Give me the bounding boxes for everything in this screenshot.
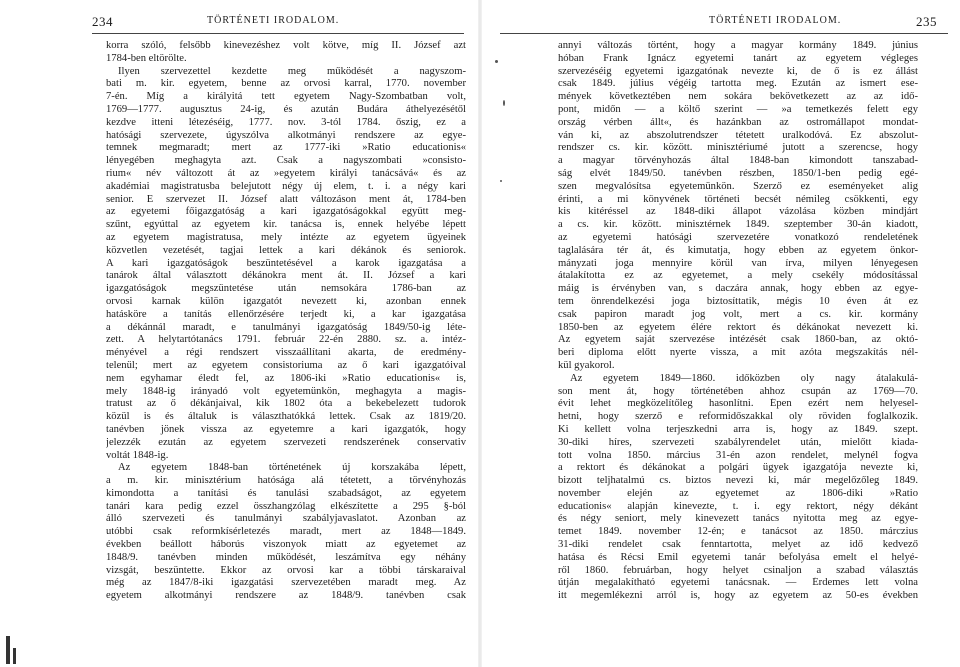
text-line: Az egyetem 1848-ban történetének új korszakába lépett,: [118, 462, 466, 474]
text-line: korra szóló, felsőbb kinevezéshez volt kötve, míg II. József azt: [106, 40, 466, 51]
text-line: hatásköre a tanítás ellenőrzésére terjedt ki, a kar igazgatása: [106, 308, 466, 320]
text-line: mányzati joga mennyire körül van írva, milyen lényegesen: [558, 257, 918, 269]
text-line: lényegében meghagyta azt. Csak a nagyszombati »consisto-: [106, 155, 466, 167]
binding-mark: [6, 636, 10, 664]
text-line: ország vérben állt«, és hazánkban az ostromállapot mondat-: [558, 116, 918, 128]
text-line: még az 1847/8-iki igazgatási szervezetében maradt meg. Az: [106, 577, 466, 589]
text-line: Ki kellett volna terjeszkedni arra is, hogy az 1849. szept.: [558, 423, 918, 435]
text-line: hóban Frank Ignácz egyetemi tanárt az egyetem végleges: [558, 52, 918, 64]
text-line: egyetem alkotmányi rendszere az 1848/9. tanévben csak: [106, 590, 466, 602]
text-line: az egyetem magistratusa, mely intézte az egyetem ügyeinek: [106, 231, 466, 243]
text-line: annyi változás történt, hogy a magyar kormány 1849. június: [558, 40, 918, 51]
text-line: telenül; mert az egyetem consistoriuma az ő kari igazgatóival: [106, 359, 466, 371]
text-line: ről 1860. februárban, hogy helyet csinaljon a szabad választás: [558, 564, 918, 576]
text-line: az egyetemi hatósági szervezetére vonatkozó rendeletének: [558, 231, 918, 243]
text-line: 1850-ben az egyetem élére rektort és dékánokat nevezett ki.: [558, 321, 918, 333]
text-line: a m. kir. minisztérium hatósága alá tétetett, a törvényhozás: [106, 475, 466, 487]
text-line: beri diploma előtt nyerte vissza, a mit azóta megszakítás nél-: [558, 347, 918, 359]
text-line: nem egyhamar éledt fel, az 1806-iki »Ratio educationis« is,: [106, 372, 466, 384]
text-line: Ilyen szervezettel kezdette meg működését a nagyszom-: [118, 65, 466, 77]
text-line: a magyar törvényhozás által 1848-ban kimondott tanszabad-: [558, 155, 918, 167]
text-line: Az egyetem saját szervezése intézését csak 1860-ban, az októ-: [558, 334, 918, 346]
text-line: itt megemlékezni arról is, hogy az egyetem az 50-es években: [558, 590, 918, 602]
text-line: ván ki, az abszolutrendszer tétetett uralkodóvá. Ez abszolut-: [558, 129, 918, 141]
text-line: 31-diki rendelet csak fenntartotta, melyet az idő kedvező: [558, 539, 918, 551]
text-line: az egyetemi főigazgatóság a kari igazgatóságokkal együtt meg-: [106, 206, 466, 218]
left-text-column: [106, 40, 466, 603]
text-line: 1848/9. tanévben minden működését, leszámítva egy néhány: [106, 551, 466, 563]
text-line: A kari igazgatóságok beszüntetésével a karok igazgatása a: [106, 257, 466, 269]
print-speck: [500, 180, 502, 182]
text-line: orvosi karnak külön igazgatót nevezett ki, azonban ennek: [106, 295, 466, 307]
text-line: temnek megmaradt; mert az 1777-iki »Ratio educationis«: [106, 142, 466, 154]
text-line: temet 1849. november 12-én; e tanácsot az 1850. márczius: [558, 526, 918, 538]
right-running-head: TÖRTÉNETI IRODALOM.: [709, 15, 842, 26]
text-line: a rektort és dékánokat a polgári ügyek igazgatója nevezte ki,: [558, 462, 918, 474]
text-line: útján megalakítható egyetemi tanácsnak. — Érdemes lett volna: [558, 577, 918, 589]
right-page-header: [500, 14, 945, 30]
left-page-number: 234: [92, 14, 113, 29]
text-line: kimondotta a tanítási és tanulási szabadságot, az egyetem: [106, 487, 466, 499]
text-line: 1769—1777. augusztus 24-ig, és azután Budára áthelyezésétől: [106, 103, 466, 115]
text-line: tanárok által választott dékánokra ment át. II. József a kari: [106, 270, 466, 282]
text-line: 7-én. Míg a királyitá tett egyetem Nagy-Szombatban volt,: [106, 91, 466, 103]
text-line: senior. E szervezet II. József alatt változáson ment át, 1784-ben: [106, 193, 466, 205]
text-line: 30-diki híres, szervezeti szabályrendelet után, mielőtt kiada-: [558, 436, 918, 448]
text-line: kezdve itteni létezéséig, 1777. nov. 3-tól 1784. őszig, ez a: [106, 116, 466, 128]
text-line: kis kitéréssel az 1848-diki állapot vázolása közben mindjárt: [558, 206, 918, 218]
text-line: bati m. kir. egyetem, benne az orvosi karral, 1770. november: [106, 78, 466, 90]
text-line: rium« név változott át az »egyetem királyi tanácsává« és az: [106, 167, 466, 179]
text-line: mények következtében nem sokára bekövetkezett az az idő-: [558, 91, 918, 103]
text-line: szűnt, egyúttal az egyetem kir. tanácsa is, ennek helyébe lépett: [106, 219, 466, 231]
text-line: tanári kara pedig ezzel összhangzólag elkészítette a 295 §-ból: [106, 500, 466, 512]
text-line: taglalására tér át, és kimutatja, hogy ebben az egyetem önkor-: [558, 244, 918, 256]
text-line: ság elvét 1849/50. tanévben részben, 1850/1-ben pedig egé-: [558, 167, 918, 179]
text-line: csak 1849. július végéig tartotta meg. Ezután az ismert ese-: [558, 78, 918, 90]
text-line: hatása és Récsi Emil egyetemi tanár befolyása emelt el helyé-: [558, 551, 918, 563]
text-line: hatósági szervezete, úgyszólva alkotmányi rendszere az egye-: [106, 129, 466, 141]
left-header-rule: [92, 33, 464, 34]
text-line: igazgatóságok megszüntetése után nemsokára 1786-ban az: [106, 283, 466, 295]
text-line: november elején az egyetemet az 1806-diki »Ratio: [558, 487, 918, 499]
left-running-head: TÖRTÉNETI IRODALOM.: [207, 15, 340, 26]
text-line: ményével a régi rendszert visszaállítani akarta, de eredmény-: [106, 347, 466, 359]
text-line: a dékánnál maradt, e tanulmányi igazgatóság 1849/50-ig léte-: [106, 321, 466, 333]
text-line: kül gyakorol.: [558, 359, 615, 371]
text-line: években beállott háborús viszonyok miatt az egyetemet az: [106, 539, 466, 551]
text-line: voltát 1848-ig.: [106, 449, 169, 461]
text-line: pont, midőn — a költő szerint — »a temetkezés felett egy: [558, 103, 918, 115]
text-line: és négy seniort, mely kinevezett tanács nyitotta meg az egye-: [558, 513, 918, 525]
print-speck: [495, 60, 498, 63]
text-line: tratust az ő dékánjaival, kik 1802 óta a bekebelezett tudorok: [106, 398, 466, 410]
text-line: tott volna 1850. március 31-én azon rendelet, melynél fogva: [558, 449, 918, 461]
left-page-header: [92, 14, 464, 30]
right-header-rule: [500, 33, 948, 34]
text-line: rendszer cs. kir. között. minisztériumé jutott a szerencse, hogy: [558, 142, 918, 154]
text-line: akadémiai magistratusba belejutott négy új elem, t. i. a négy kari: [106, 180, 466, 192]
right-page: [480, 0, 960, 667]
text-line: szen megvalósítsa egyetemünkön. Szerző ez eseményeket alig: [558, 180, 918, 192]
print-speck: [503, 100, 505, 106]
text-line: álló szervezeti és tanulmányi szabályjavaslatot. Azonban az: [106, 513, 466, 525]
binding-mark: [13, 648, 16, 664]
text-line: Az egyetem 1849—1860. időközben oly nagy átalakulá-: [570, 372, 918, 384]
text-line: tanévben jönek vissza az egyetemre a kari igazgatók, hogy: [106, 423, 466, 435]
text-line: érinti, a mi könyvének történeti becsét némileg csökkenti, egy: [558, 193, 918, 205]
text-line: hetni, hogy szerző e reformidőszakkal oly röviden foglalkozik.: [558, 411, 918, 423]
right-page-number: 235: [916, 14, 937, 29]
text-line: máig is érvényben van, s daczára annak, hogy ebben az egye-: [558, 283, 918, 295]
text-line: 1784-ben eltörölte.: [106, 52, 187, 64]
text-line: bizott teljhatalmú cs. biztos nevezi ki, már megelőzőleg 1849.: [558, 475, 918, 487]
text-line: a cs. kir. között. minisztérnek 1849. szeptember 30-án kiadott,: [558, 219, 918, 231]
text-line: évit lehet megközelítőleg hasonlítni. Épen ezért nem helyesel-: [558, 398, 918, 410]
text-line: vizsgát, beszüntette. Ekkor az orvosi kar a többi társkaraival: [106, 564, 466, 576]
text-line: közvetlen vezetését, tagjai lettek a kari dékánok és seniorok.: [106, 244, 466, 256]
text-line: szervezéséig egyetemi igazgatónak nevezte ki, de ő is ez állást: [558, 65, 918, 77]
text-line: csak papiron maradt jog volt, mert a cs. kir. kormány: [558, 308, 918, 320]
text-line: mely 1848-ig irányadó volt egyetemünkön, meghagyta a magis-: [106, 385, 466, 397]
right-text-column: [558, 40, 918, 603]
text-line: tem önrendelkezési joga biztosíttatik, mégis 10 éven át ez: [558, 295, 918, 307]
text-line: educationis« alapján kinevezte, t. i. egy rektort, négy dékánt: [558, 500, 918, 512]
text-line: átalakította ez az egyetemet, a mely csekély módosítással: [558, 270, 918, 282]
text-line: közül is és általuk is választhatókká lettek. Csak az 1819/20.: [106, 411, 466, 423]
text-line: utóbbi csak reformkísérletezés maradt, mert az 1848—1849.: [106, 526, 466, 538]
text-line: zett. A helytartótanács 1791. február 22-én 2880. sz. a. intéz-: [106, 334, 466, 346]
text-line: jelezzék ezután az egyetem szervezeti rendszerének conservativ: [106, 436, 466, 448]
text-line: son ment át, hogy történetében ahhoz csupán az 1769—70.: [558, 385, 918, 397]
